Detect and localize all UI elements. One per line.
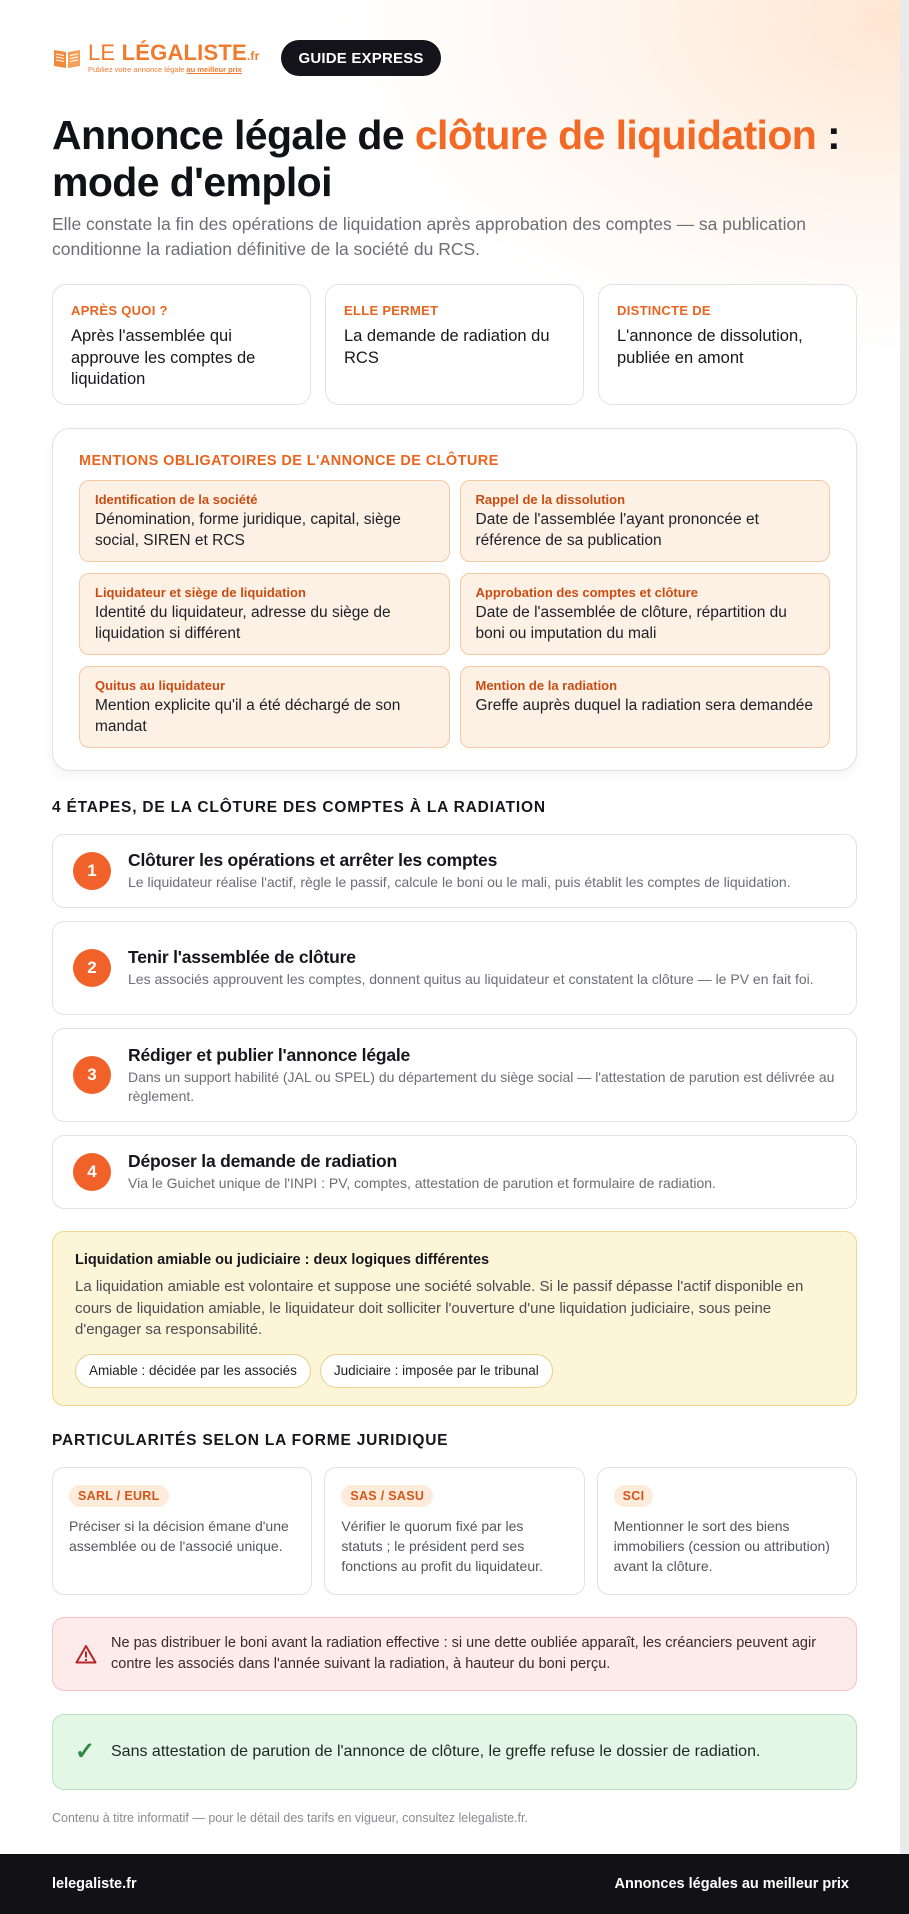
- step-desc: Via le Guichet unique de l'INPI : PV, comptes, attestation de parution et formulaire de radiation.: [128, 1175, 716, 1191]
- mentions-grid: [79, 480, 830, 748]
- step-number: 1: [73, 852, 111, 890]
- mentions-title: MENTIONS OBLIGATOIRES DE L'ANNONCE DE CLÔTURE: [79, 453, 499, 469]
- info-card-elle-permet: [325, 284, 584, 405]
- step-desc: Dans un support habilité (JAL ou SPEL) du département du siège social — l'attestation de parution est délivrée au règlement.: [128, 1068, 835, 1104]
- mention-item: [79, 480, 450, 562]
- form-body: Vérifier le quorum fixé par les statuts ; le président perd ses fonctions au profit du liquidateur.: [341, 1517, 543, 1574]
- mention-head: Liquidateur et siège de liquidation: [95, 585, 306, 600]
- mention-head: Quitus au liquidateur: [95, 678, 226, 693]
- info-card-value: Après l'assemblée qui approuve les comptes de liquidation: [71, 327, 256, 388]
- info-card-kicker: DISTINCTE DE: [617, 303, 711, 318]
- mention-item: [460, 666, 831, 748]
- form-card-sci: [597, 1467, 857, 1595]
- brand-tld: .fr: [246, 49, 260, 64]
- form-tag: SARL / EURL: [69, 1485, 169, 1507]
- step-title: Déposer la demande de radiation: [128, 1151, 398, 1171]
- success-text: Sans attestation de parution de l'annonce de clôture, le greffe refuse le dossier de radiation.: [111, 1742, 761, 1760]
- scrollbar-track[interactable]: [900, 0, 909, 1854]
- info-card-kicker: APRÈS QUOI ?: [71, 303, 168, 318]
- step-title: Tenir l'assemblée de clôture: [128, 947, 356, 967]
- pill-amiable: Amiable : décidée par les associés: [75, 1354, 311, 1388]
- forms-title: PARTICULARITÉS SELON LA FORME JURIDIQUE: [52, 1431, 449, 1449]
- title-part1: Annonce légale de: [52, 112, 415, 158]
- brand-name-part1: LE: [88, 40, 122, 66]
- step-desc: Le liquidateur réalise l'actif, règle le passif, calcule le boni ou le mali, puis établit les comptes de liquidation.: [128, 874, 791, 890]
- steps-title: 4 ÉTAPES, DE LA CLÔTURE DES COMPTES À LA RADIATION: [52, 799, 546, 816]
- pill-judiciaire: Judiciaire : imposée par le tribunal: [320, 1354, 553, 1388]
- steps-list: [52, 834, 857, 1209]
- footer: [0, 1854, 909, 1914]
- mention-body: Date de l'assemblée l'ayant prononcée et référence de sa publication: [475, 511, 759, 549]
- brand-tagline-start: Publiez votre annonce légale: [88, 65, 187, 75]
- checkmark-icon: ✓: [75, 1738, 96, 1765]
- mention-head: Mention de la radiation: [475, 678, 618, 693]
- brand-logo[interactable]: [52, 42, 259, 74]
- liquidation-callout-title: Liquidation amiable ou judiciaire : deux logiques différentes: [75, 1252, 490, 1268]
- open-book-icon: [52, 46, 82, 70]
- step-title: Clôturer les opérations et arrêter les comptes: [128, 850, 498, 870]
- form-body: Préciser si la décision émane d'une assemblée ou de l'associé unique.: [69, 1517, 289, 1554]
- mention-head: Rappel de la dissolution: [475, 492, 626, 507]
- mentions-box: [52, 428, 857, 771]
- form-body: Mentionner le sort des biens immobiliers (cession ou attribution) avant la clôture.: [613, 1517, 830, 1574]
- mention-body: Date de l'assemblée de clôture, répartition du boni ou imputation du mali: [475, 604, 787, 642]
- top-bar: [52, 0, 857, 75]
- step-item: [52, 921, 857, 1015]
- form-tag: SCI: [614, 1485, 654, 1507]
- info-card-distincte-de: [598, 284, 857, 405]
- footer-site-link[interactable]: lelegaliste.fr: [52, 1876, 137, 1892]
- step-title: Rédiger et publier l'annonce légale: [128, 1044, 411, 1065]
- step-number: 4: [73, 1153, 111, 1191]
- success-alert: [52, 1714, 857, 1790]
- forms-cards: [52, 1467, 857, 1595]
- form-card-sarl: [52, 1467, 312, 1595]
- mention-item: [79, 666, 450, 748]
- mention-item: [460, 480, 831, 562]
- form-card-sas: [324, 1467, 584, 1595]
- mention-item: [460, 573, 831, 655]
- title-highlight: clôture de liquidation: [414, 112, 817, 158]
- mention-body: Greffe auprès duquel la radiation sera demandée: [475, 697, 813, 714]
- info-card-kicker: ELLE PERMET: [344, 303, 439, 318]
- step-number: 3: [73, 1056, 111, 1094]
- footer-tagline: Annonces légales au meilleur prix: [614, 1876, 849, 1892]
- warning-alert: [52, 1617, 857, 1691]
- info-card-value: La demande de radiation du RCS: [344, 327, 550, 367]
- step-item: [52, 834, 857, 908]
- mention-head: Approbation des comptes et clôture: [475, 585, 698, 600]
- mention-body: Identité du liquidateur, adresse du siège de liquidation si différent: [95, 604, 391, 642]
- info-card-apres-quoi: [52, 284, 311, 405]
- liquidation-pills: [75, 1354, 834, 1388]
- liquidation-callout-body: La liquidation amiable est volontaire et suppose une société solvable. Si le passif dépasse l'actif disponible en cours de liquidation amiable, le liquidateur doit solliciter l'ouverture d'une liquidation judiciaire, sous peine d'engager sa responsabilité.: [75, 1278, 804, 1338]
- step-desc: Les associés approuvent les comptes, donnent quitus au liquidateur et constatent la clôture — le PV en fait foi.: [128, 971, 814, 987]
- disclaimer: Contenu à titre informatif — pour le détail des tarifs en vigueur, consultez lelegaliste.fr.: [52, 1810, 528, 1825]
- warning-triangle-icon: [75, 1644, 97, 1664]
- liquidation-callout: [52, 1231, 857, 1406]
- mention-body: Mention explicite qu'il a été déchargé de son mandat: [95, 697, 401, 735]
- page-title: [52, 112, 857, 206]
- step-number: 2: [73, 949, 111, 987]
- warning-text: Ne pas distribuer le boni avant la radiation effective : si une dette oubliée apparaît, les créanciers peuvent agir contre les associés dans l'année suivant la radiation, à hauteur du boni perçu.: [111, 1635, 817, 1672]
- brand-name-part2: LÉGALISTE: [121, 40, 247, 66]
- page-subtitle: Elle constate la fin des opérations de liquidation après approbation des comptes — sa publication conditionne la radiation définitive de la société du RCS.: [52, 214, 806, 259]
- title-part2: : mode d'emploi: [52, 112, 841, 205]
- step-item: [52, 1028, 857, 1122]
- mention-head: Identification de la société: [95, 492, 258, 507]
- brand-tagline-bold: au meilleur prix: [186, 65, 242, 75]
- form-tag: SAS / SASU: [341, 1485, 433, 1507]
- brand-tagline: [88, 66, 259, 74]
- info-cards: [52, 284, 857, 405]
- mention-body: Dénomination, forme juridique, capital, siège social, SIREN et RCS: [95, 511, 401, 549]
- guide-badge: GUIDE EXPRESS: [281, 40, 440, 76]
- step-item: [52, 1135, 857, 1209]
- info-card-value: L'annonce de dissolution, publiée en amont: [617, 327, 803, 367]
- mention-item: [79, 573, 450, 655]
